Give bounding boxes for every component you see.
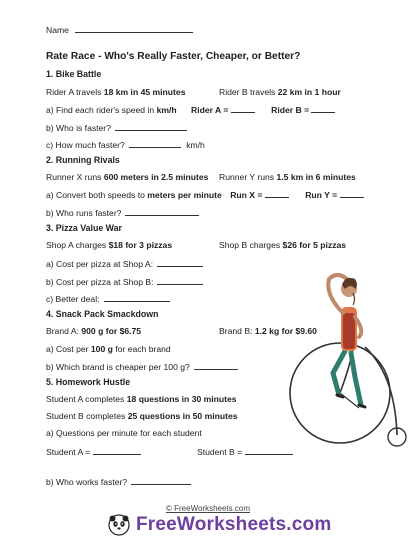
s3-question-a: [46, 258, 203, 270]
shop-b-value: $26 for 5 pizzas: [282, 240, 347, 250]
s5-qb-field[interactable]: [131, 476, 191, 485]
s1-qc-text: c) How much faster?: [46, 140, 125, 150]
student-a-value: 18 questions in 30 minutes: [126, 394, 237, 404]
name-row: [46, 24, 193, 36]
runner-x-value: 600 meters in 2.5 minutes: [103, 172, 209, 182]
section-2-heading: 2. Running Rivals: [46, 155, 120, 165]
shop-b-text: Shop B charges: [219, 240, 283, 250]
footer-copyright[interactable]: © FreeWorksheets.com: [166, 504, 250, 513]
cyclist-illustration: [285, 255, 410, 455]
name-field[interactable]: [75, 24, 193, 33]
s1-question-b: [46, 122, 187, 134]
s2-qb-field[interactable]: [125, 207, 199, 216]
student-b-info: [46, 411, 238, 422]
s1-qc-unit: km/h: [186, 140, 205, 150]
s5-answer-b: [197, 446, 293, 458]
s1-ans-b-label: Rider B =: [271, 105, 312, 115]
s4-question-b: [46, 361, 238, 373]
s5-ans-b-label: Student B =: [197, 447, 245, 457]
s2-ans-y-field[interactable]: [340, 189, 364, 198]
s3-question-b: [46, 276, 203, 288]
name-label: Name: [46, 25, 69, 35]
s4-qb-text: b) Which brand is cheaper per 100 g?: [46, 362, 190, 372]
s3-qa-text: a) Cost per pizza at Shop A:: [46, 259, 154, 269]
s1-qb-field[interactable]: [115, 122, 187, 131]
rider-b-value: 22 km in 1 hour: [277, 87, 341, 97]
brand-a-value: 900 g for $6.75: [81, 326, 142, 336]
s1-ans-a-label: Rider A =: [191, 105, 231, 115]
s2-ans-y-label: Run Y =: [305, 190, 340, 200]
s5-answer-row: [46, 446, 141, 458]
brand-a-info: [46, 326, 141, 337]
s2-qb-text: b) Who runs faster?: [46, 208, 122, 218]
s3-qc-field[interactable]: [104, 293, 170, 302]
s4-qa-tail: for each brand: [112, 344, 171, 354]
runner-y-info: [219, 172, 356, 183]
shop-b-info: [219, 240, 346, 251]
rider-a-info: [46, 87, 185, 98]
section-4-heading: 4. Snack Pack Smackdown: [46, 309, 159, 319]
section-1-heading: 1. Bike Battle: [46, 69, 102, 79]
s3-question-c: [46, 293, 170, 305]
s4-question-a: [46, 344, 171, 355]
footer-brand: [108, 513, 331, 537]
s2-ans-x-label: Run X =: [230, 190, 265, 200]
s5-ans-a-label: Student A =: [46, 447, 93, 457]
student-b-value: 25 questions in 50 minutes: [127, 411, 238, 421]
rider-a-text: Rider A travels: [46, 87, 104, 97]
s5-question-a: [46, 428, 202, 439]
runner-x-text: Runner X runs: [46, 172, 104, 182]
shop-a-value: $18 for 3 pizzas: [108, 240, 173, 250]
s4-qb-field[interactable]: [194, 361, 238, 370]
s1-qa-text: a) Find each rider's speed in: [46, 105, 157, 115]
student-a-info: [46, 394, 237, 405]
runner-y-value: 1.5 km in 6 minutes: [276, 172, 356, 182]
rider-a-value: 18 km in 45 minutes: [103, 87, 186, 97]
section-5-heading: 5. Homework Hustle: [46, 377, 131, 387]
s1-ans-b-field[interactable]: [311, 104, 335, 113]
s5-ans-a-field[interactable]: [93, 446, 141, 455]
s3-qa-field[interactable]: [157, 258, 203, 267]
shop-a-text: Shop A charges: [46, 240, 109, 250]
s2-ans-x-field[interactable]: [265, 189, 289, 198]
s1-qb-text: b) Who is faster?: [46, 123, 111, 133]
rider-b-text: Rider B travels: [219, 87, 278, 97]
s3-qb-field[interactable]: [157, 276, 203, 285]
s2-qa-unit: meters per minute: [147, 190, 222, 200]
s5-question-b: [46, 476, 191, 488]
s3-qb-text: b) Cost per pizza at Shop B:: [46, 277, 154, 287]
panda-logo-icon: [108, 514, 130, 536]
s1-qc-field[interactable]: [129, 139, 181, 148]
rider-b-info: [219, 87, 341, 98]
brand-b-text: Brand B:: [219, 326, 255, 336]
student-b-text: Student B completes: [46, 411, 128, 421]
s1-question-a: [46, 104, 335, 116]
brand-name[interactable]: FreeWorksheets.com: [136, 514, 332, 535]
s1-ans-a-field[interactable]: [231, 104, 255, 113]
brand-a-text: Brand A:: [46, 326, 82, 336]
student-a-text: Student A completes: [46, 394, 127, 404]
worksheet-title: Rate Race - Who's Really Faster, Cheaper, or Better?: [46, 51, 301, 62]
runner-x-info: [46, 172, 208, 183]
s2-question-b: [46, 207, 199, 219]
s2-qa-text: a) Convert both speeds to: [46, 190, 148, 200]
s5-qa-text: a) Questions per minute for each student: [46, 428, 202, 438]
brand-b-value: 1.2 kg for $9.60: [254, 326, 317, 336]
s3-qc-text: c) Better deal:: [46, 294, 100, 304]
s4-qa-text: a) Cost per: [46, 344, 91, 354]
section-3-heading: 3. Pizza Value War: [46, 223, 122, 233]
shop-a-info: [46, 240, 172, 251]
runner-y-text: Runner Y runs: [219, 172, 277, 182]
s4-qa-unit: 100 g: [90, 344, 113, 354]
s2-question-a: [46, 189, 364, 201]
s1-question-c: [46, 139, 205, 151]
s5-qb-text: b) Who works faster?: [46, 477, 128, 487]
s1-qa-unit: km/h: [156, 105, 177, 115]
